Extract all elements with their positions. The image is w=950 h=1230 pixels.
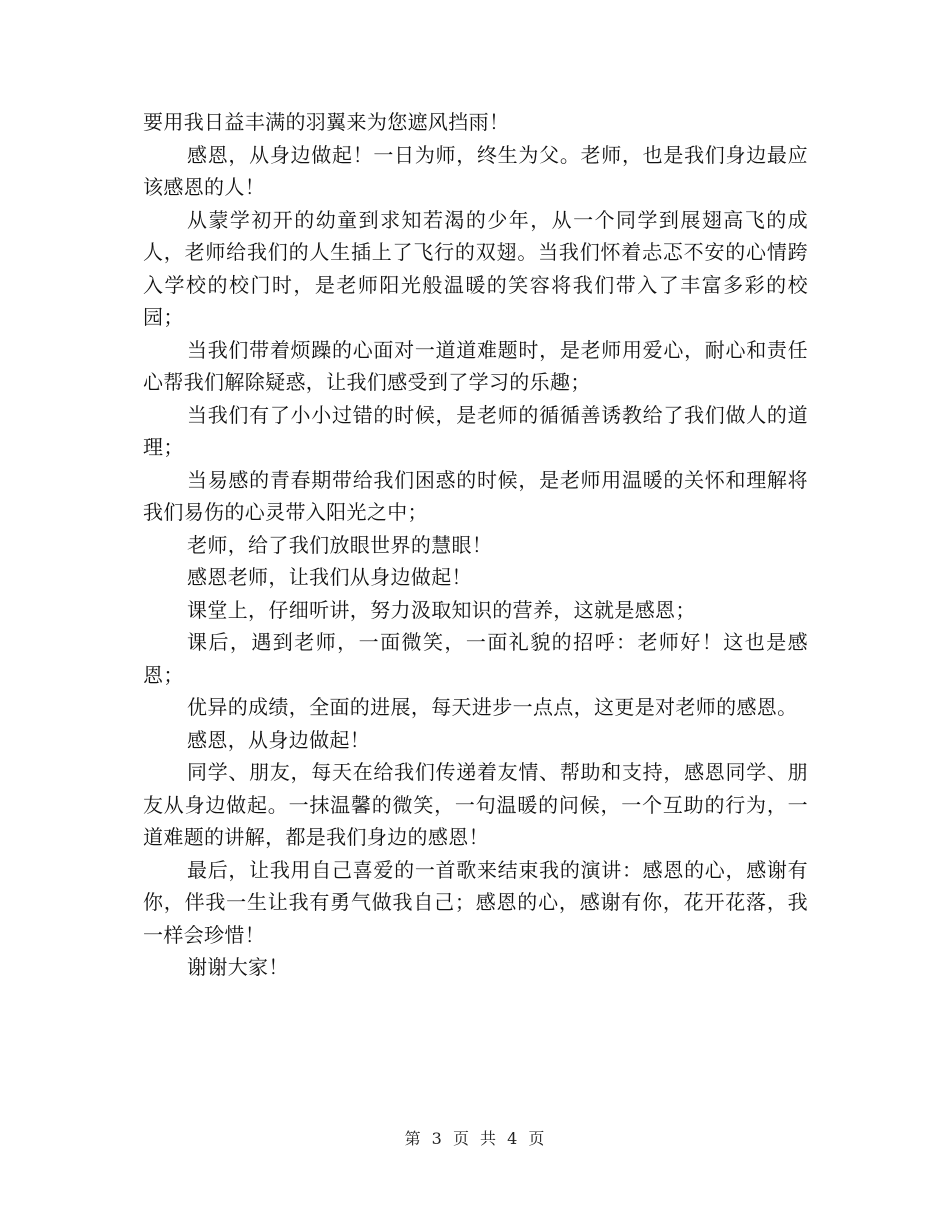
paragraph: 感恩，从身边做起！: [187, 727, 371, 752]
paragraph: 感恩老师，让我们从身边做起！: [187, 565, 472, 589]
paragraph: 感恩，从身边做起！一日为师，终生为父。老师，也是我们身边最应该感恩的人！: [143, 142, 808, 199]
paragraph: 当我们带着烦躁的心面对一道道难题时，是老师用爱心，耐心和责任心帮我们解除疑惑，让我们感受到了学习的乐趣；: [143, 337, 808, 394]
paragraph: 当易感的青春期带给我们困惑的时候，是老师用温暖的关怀和理解将我们易伤的心灵带入阳光之中；: [143, 467, 808, 524]
document-body: [143, 106, 808, 984]
paragraph: 课堂上，仔细听讲，努力汲取知识的营养，这就是感恩；: [187, 597, 696, 622]
page-number-footer: 第 3 页 共 4 页: [404, 1129, 546, 1148]
paragraph: 优异的成绩，全面的进展，每天进步一点点，这更是对老师的感恩。: [187, 695, 798, 719]
paragraph: 老师，给了我们放眼世界的慧眼！: [187, 532, 493, 557]
paragraph: 同学、朋友，每天在给我们传递着友情、帮助和支持，感恩同学、朋友从身边做起。一抹温馨的微笑，一句温暖的问候，一个互助的行为，一道难题的讲解，都是我们身边的感恩！: [143, 760, 808, 849]
paragraph: 最后，让我用自己喜爱的一首歌来结束我的演讲：感恩的心，感谢有你，伴我一生让我有勇气做我自己；感恩的心，感谢有你，花开花落，我一样会珍惜！: [143, 857, 808, 947]
paragraph: 从蒙学初开的幼童到求知若渴的少年，从一个同学到展翅高飞的成人，老师给我们的人生插上了飞行的双翅。当我们怀着忐忑不安的心情跨入学校的校门时，是老师阳光般温暖的笑容将我们带入了丰富多彩的校园；: [143, 207, 808, 329]
paragraph-closing: 谢谢大家！: [187, 955, 289, 979]
paragraph-continuation: 要用我日益丰满的羽翼来为您遮风挡雨！: [143, 110, 510, 134]
paragraph: 课后，遇到老师，一面微笑，一面礼貌的招呼：老师好！这也是感恩；: [143, 630, 808, 687]
paragraph: 当我们有了小小过错的时候，是老师的循循善诱教给了我们做人的道理；: [143, 402, 808, 459]
